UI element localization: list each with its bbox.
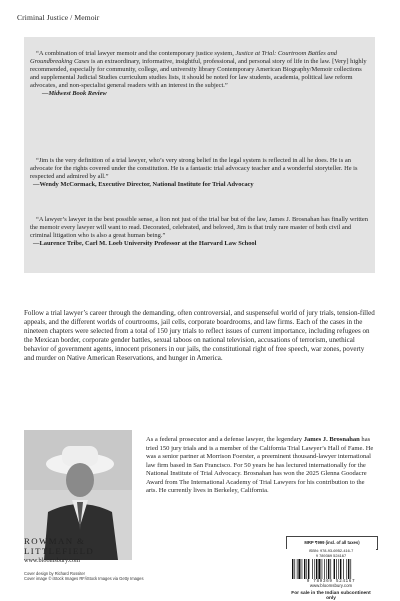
bloomsbury-url: www.bloomsbury.com	[309, 583, 353, 588]
author-bio	[146, 436, 376, 496]
bio-text-end: has tried 150 jury trials and is a member of the California Trial Lawyer’s Hall of Fame. He was a senior partner at Morrison Foerster, a preeminent thousand-lawyer international law firm based in San Francisco. For 50 years he has lectured internationally for the National Institute of Trial Advocacy. Brosnahan has won the 2025 Glenna Goodacre Award from The International Academy of Trial Lawyers for his contribution to the arts. He currently lives in Berkeley, California.	[146, 436, 374, 495]
author-name: James J. Brosnahan	[303, 436, 360, 443]
quote-2-text: “Jim is the very definition of a trial lawyer, who’s very strong belief in the legal system is reflected in all he does. He is an advocate for the rights covered under the constitution. He is a fantastic trial advocacy teacher and a wonderful storyteller. He is respected and admired by all.”	[30, 157, 358, 181]
quote-1-text-start: “A combination of trial lawyer memoir and the contemporary justice system,	[36, 50, 236, 57]
quote-3-attribution: —Laurence Tribe, Carl M. Loeb University Professor at the Harvard Law School	[33, 240, 257, 248]
barcode-digits: 9 789369 524167	[306, 579, 356, 584]
cover-design-credit: Cover design by Richard Rossiter	[24, 571, 85, 576]
isbn-text: ISBN: 978-93-6952-416-7 9 789369 524167	[308, 548, 354, 558]
cover-credits	[24, 571, 224, 581]
quote-1-book-title: Justice at Trial: Courtroom Battles and Groundbreaking Cases	[30, 50, 338, 66]
quote-1-attribution: —Midwest Book Review	[42, 90, 107, 98]
quote-3-text: “A lawyer’s lawyer in the best possible sense, a lion not just of the trial bar but of the law, James J. Brosnahan has finally written the memoir every lawyer will want to read. Decorated, celebrated, and beloved, Jim is that truly rare master of both civil and criminal litigation who is also a great human being.”	[30, 216, 368, 240]
review-quote-3	[30, 216, 370, 248]
publisher-name-line-2: LITTLEFIELD	[24, 546, 95, 556]
review-quote-2	[30, 157, 370, 189]
cover-image-credit: Cover image © iStock Images RF/iStock Images via Getty Images	[24, 576, 144, 582]
publisher-logo	[24, 536, 164, 564]
category-label: Criminal Justice / Memoir	[17, 13, 100, 22]
review-quote-1	[30, 50, 370, 98]
bio-text-start: As a federal prosecutor and a defense lawyer, the legendary	[146, 436, 304, 443]
book-description: Follow a trial lawyer’s career through the demanding, often controversial, and suspenseful world of jury trials, tension-filled appeals, and the different worlds of courtrooms, jail cells, corporate boardrooms, and law firms. Each of the cases in the nineteen chapters were selected from a total of 150 jury trials to reflect issues of current importance, including refugees on the Mexican border, corporate gender battles, sexual taboos on national television, accusations of terrorism, unethical behavior of government agents, innocent prisoners in our jails, the constitutional right of free speech, war zones, poverty and murder on Native American Reservations, and hunger in America.	[24, 309, 375, 362]
sale-region-note: For sale in the Indian subcontinent only	[291, 591, 371, 601]
quote-2-attribution: —Wendy McCormack, Executive Director, National Institute for Trial Advocacy	[33, 181, 254, 189]
publisher-name-line-1: ROWMAN &	[24, 536, 86, 546]
price-label: MRP ₹999 (incl. of all taxes)	[286, 536, 378, 550]
barcode-image	[292, 559, 370, 579]
quote-1-text-end: is an extraordinary, informative, insightful, professional, and personal story of life in the law. [Very] highly recommended, especially for community, college, and university library Contemporary American Biography/Memoir collections and supplemental Judicial Studies curriculum studies lists, it should be noted for law students, academia, political law reform advocates, and non-specialist general readers with an interest in the subject.”	[30, 58, 367, 90]
publisher-url: www.bloomsbury.com	[24, 557, 80, 564]
barcode-block	[286, 549, 376, 584]
